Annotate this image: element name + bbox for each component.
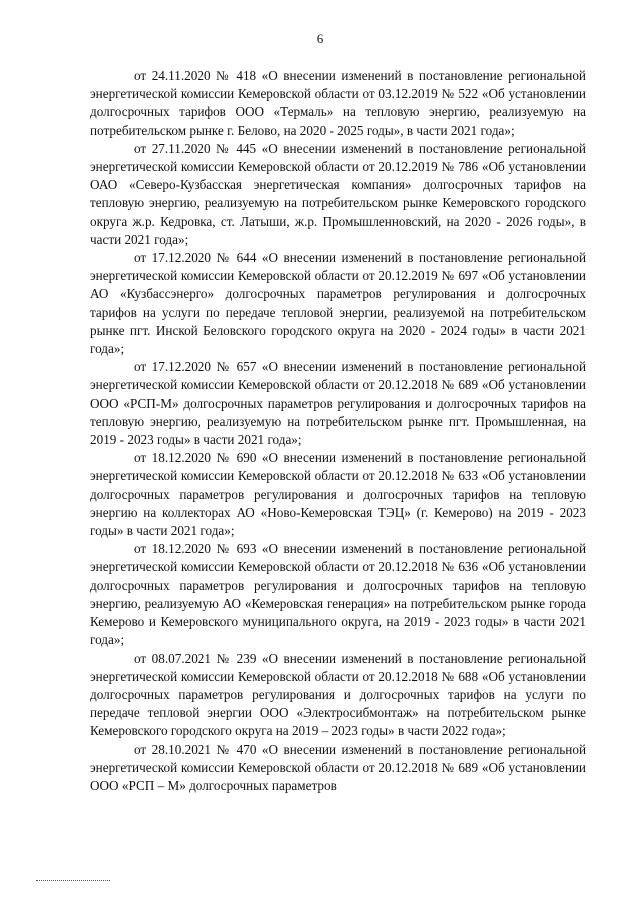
paragraph-6: от 18.12.2020 № 693 «О внесении изменений в постановление региональной энергетической комиссии Кемеровской области от 20.12.2018 № 636 «Об установлении долгосрочных параметров регулирования и долгосрочных тарифов на тепловую энергию, реализуемую АО «Кемеровская генерация» на потребительском рынке города Кемерово и Кемеровского муниципального округа, на 2019 - 2023 годы» в части 2021 года»; [90, 541, 586, 648]
document-body [90, 67, 586, 795]
footer-divider [36, 880, 110, 881]
paragraph-1: от 24.11.2020 № 418 «О внесении изменений в постановление региональной энергетической комиссии Кемеровской области от 03.12.2019 № 522 «Об установлении долгосрочных тарифов ООО «Термаль» на тепловую энергию, реализуемую на потребительском рынке г. Белово, на 2020 - 2025 годы», в части 2021 года»; [90, 68, 586, 138]
paragraph-2: от 27.11.2020 № 445 «О внесении изменений в постановление региональной энергетической комиссии Кемеровской области от 20.12.2019 № 786 «Об установлении ОАО «Северо-Кузбасская энергетическая компания» долгосрочных тарифов на тепловую энергию, реализуемую на потребительском рынке Кемеровского городского округа ж.р. Кедровка, ст. Латыши, ж.р. Промышленновский, на 2020 - 2026 годы», в части 2021 года»; [90, 140, 586, 247]
paragraph-8: от 28.10.2021 № 470 «О внесении изменений в постановление региональной энергетической комиссии Кемеровской области от 20.12.2018 № 689 «Об установлении ООО «РСП – М» долгосрочных параметров [90, 741, 586, 793]
page-number: 6 [316, 31, 324, 46]
paragraph-4: от 17.12.2020 № 657 «О внесении изменений в постановление региональной энергетической комиссии Кемеровской области от 20.12.2018 № 689 «Об установлении ООО «РСП-М» долгосрочных параметров регулирования и долгосрочных тарифов на тепловую энергию, реализуемую на потребительском рынке пгт. Промышленная, на 2019 - 2023 годы» в части 2021 года»; [90, 359, 586, 448]
paragraph-5: от 18.12.2020 № 690 «О внесении изменений в постановление региональной энергетической комиссии Кемеровской области от 20.12.2018 № 633 «Об установлении долгосрочных параметров регулирования и долгосрочных тарифов на тепловую энергию на коллекторах АО «Ново-Кемеровская ТЭЦ» (г. Кемерово) на 2019 - 2023 годы» в части 2021 года»; [90, 450, 586, 539]
paragraph-7: от 08.07.2021 № 239 «О внесении изменений в постановление региональной энергетической комиссии Кемеровской области от 20.12.2018 № 688 «Об установлении долгосрочных параметров регулирования и долгосрочных тарифов на услуги по передаче тепловой энергии ООО «Электросибмонтаж» на потребительском рынке Кемеровского городского округа на 2019 – 2023 годы» в части 2022 года»; [90, 650, 586, 739]
paragraph-3: от 17.12.2020 № 644 «О внесении изменений в постановление региональной энергетической комиссии Кемеровской области от 20.12.2019 № 697 «Об установлении АО «Кузбассэнерго» долгосрочных параметров регулирования и долгосрочных тарифов на услуги по передаче тепловой энергии, реализуемой на потребительском рынке пгт. Инской Беловского городского округа на 2020 - 2024 годы» в части 2021 года»; [90, 250, 586, 357]
